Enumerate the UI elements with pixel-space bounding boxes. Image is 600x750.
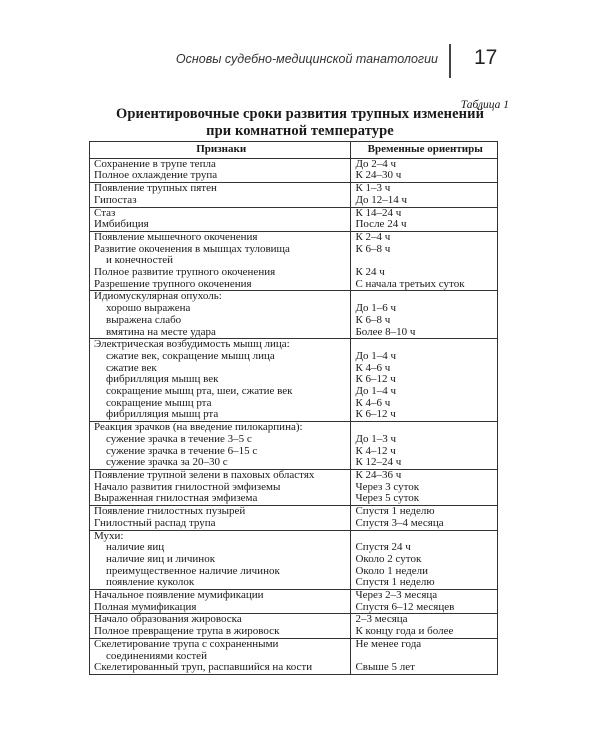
time-cell xyxy=(351,614,498,638)
time-value: К 6–8 ч xyxy=(355,242,391,255)
time-cell xyxy=(351,590,498,614)
signs-cell xyxy=(90,158,351,182)
time-value: До 1–3 ч xyxy=(355,432,397,445)
time-value: До 1–4 ч xyxy=(355,349,397,362)
sign-text: Сохранение в трупе тепла xyxy=(94,157,216,170)
sign-subitem: хорошо выражена xyxy=(106,302,191,315)
time-cell xyxy=(351,422,498,470)
sign-subitem: наличие яиц xyxy=(106,541,165,554)
time-cell xyxy=(351,183,498,207)
time-value: 2–3 месяца xyxy=(355,613,408,626)
sign-text: Скелетированный труп, распавшийся на кости xyxy=(94,661,313,674)
table-group-row xyxy=(90,422,498,470)
signs-cell xyxy=(90,506,351,530)
time-value: К 6–12 ч xyxy=(355,373,396,386)
time-value: К концу года и более xyxy=(355,625,454,638)
time-value: К 4–6 ч xyxy=(355,396,391,409)
sign-text: Стаз xyxy=(94,206,116,219)
table-group-row xyxy=(90,231,498,291)
time-value: Спустя 1 неделю xyxy=(355,576,435,589)
signs-cell xyxy=(90,231,351,291)
table-group-row xyxy=(90,530,498,590)
table-group-row xyxy=(90,638,498,674)
signs-cell xyxy=(90,291,351,339)
time-value: Спустя 6–12 месяцев xyxy=(355,600,455,613)
sign-text: Полное развитие трупного окоченения xyxy=(94,266,276,279)
time-cell xyxy=(351,207,498,231)
time-value: До 1–6 ч xyxy=(355,302,397,315)
time-value: К 6–8 ч xyxy=(355,313,391,326)
time-cell xyxy=(351,530,498,590)
table-title-line-2: при комнатной температуре xyxy=(206,123,394,139)
time-value: До 2–4 ч xyxy=(355,157,397,170)
time-cell xyxy=(351,291,498,339)
time-value: К 4–12 ч xyxy=(355,444,396,457)
sign-text: Появление трупной зелени в паховых областях xyxy=(94,468,315,481)
sign-subitem: сжатие век xyxy=(106,361,157,374)
time-value: Через 5 суток xyxy=(355,492,420,505)
table-group-row xyxy=(90,291,498,339)
sign-text: Скелетирование трупа с сохраненными xyxy=(94,637,279,650)
time-value: Свыше 5 лет xyxy=(355,661,415,674)
column-header-signs: Признаки xyxy=(90,142,351,159)
time-value: После 24 ч xyxy=(355,218,407,231)
sign-text: Полное охлаждение трупа xyxy=(94,169,218,182)
sign-text: Начало образования жировоска xyxy=(94,613,242,626)
sign-subitem: сокращение мышц рта xyxy=(106,396,212,409)
time-value: Около 1 недели xyxy=(355,564,429,577)
signs-cell xyxy=(90,638,351,674)
sign-continuation: и конечностей xyxy=(106,254,174,267)
signs-cell xyxy=(90,530,351,590)
table-group-row xyxy=(90,207,498,231)
time-value: Спустя 3–4 месяца xyxy=(355,516,444,529)
sign-text: Появление мышечного окоченения xyxy=(94,230,258,243)
time-cell xyxy=(351,339,498,422)
running-title: Основы судебно-медицинской танатологии xyxy=(175,52,438,66)
sign-subitem: сужение зрачка в течение 3–5 с xyxy=(106,432,252,445)
sign-text: Электрическая возбудимость мышц лица: xyxy=(94,338,290,351)
time-value: Спустя 1 неделю xyxy=(355,505,435,518)
time-cell xyxy=(351,231,498,291)
sign-text: Начало развития гнилостной эмфиземы xyxy=(94,480,281,493)
sign-subitem: выражена слабо xyxy=(106,313,182,326)
sign-text: Развитие окоченения в мышцах туловища xyxy=(94,242,290,255)
sign-subitem: преимущественное наличие личинок xyxy=(106,564,280,577)
sign-subitem: сужение зрачка за 20–30 с xyxy=(106,456,228,469)
time-cell xyxy=(351,506,498,530)
table-group-row xyxy=(90,469,498,505)
time-value: К 24 ч xyxy=(355,266,385,279)
signs-cell xyxy=(90,590,351,614)
sign-subitem: появление куколок xyxy=(106,576,195,589)
time-value: С начала третьих суток xyxy=(355,277,465,290)
table-header-row xyxy=(90,142,498,159)
time-value: К 24–30 ч xyxy=(355,169,402,182)
sign-text: Имбибиция xyxy=(94,218,149,231)
time-value: До 12–14 ч xyxy=(355,193,408,206)
sign-subitem: сокращение мышц рта, шеи, сжатие век xyxy=(106,385,293,398)
sign-text: Идиомускулярная опухоль: xyxy=(94,290,222,303)
header-divider xyxy=(449,44,451,78)
table-group-row xyxy=(90,339,498,422)
sign-text: Полная мумификация xyxy=(94,600,197,613)
sign-subitem: фибрилляция мышц век xyxy=(106,373,219,386)
table-group-row xyxy=(90,158,498,182)
sign-subitem: вмятина на месте удара xyxy=(106,325,216,338)
time-value: Более 8–10 ч xyxy=(355,325,416,338)
time-value: К 2–4 ч xyxy=(355,230,391,243)
sign-text: Появление трупных пятен xyxy=(94,182,217,195)
time-value: К 1–3 ч xyxy=(355,182,391,195)
sign-continuation: соединениями костей xyxy=(106,649,207,662)
signs-cell xyxy=(90,207,351,231)
time-value: Через 2–3 месяца xyxy=(355,589,438,602)
table-group-row xyxy=(90,506,498,530)
sign-subitem: сужение зрачка в течение 6–15 с xyxy=(106,444,258,457)
sign-text: Гнилостный распад трупа xyxy=(94,516,216,529)
time-value: К 4–6 ч xyxy=(355,361,391,374)
time-cell xyxy=(351,469,498,505)
column-header-time: Временные ориентиры xyxy=(351,142,498,159)
time-value: К 6–12 ч xyxy=(355,408,396,421)
page-header xyxy=(0,44,600,84)
table-title-line-1: Ориентировочные сроки развития трупных изменений xyxy=(115,106,485,122)
table-label: Таблица 1 xyxy=(460,99,509,111)
time-value: Не менее года xyxy=(355,637,422,650)
signs-cell xyxy=(90,422,351,470)
sign-text: Разрешение трупного окоченения xyxy=(94,277,252,290)
table-body xyxy=(90,158,498,674)
signs-cell xyxy=(90,614,351,638)
sign-subitem: наличие яиц и личинок xyxy=(106,552,216,565)
time-value: К 14–24 ч xyxy=(355,206,402,219)
sign-text: Выраженная гнилостная эмфизема xyxy=(94,492,258,505)
table-group-row xyxy=(90,590,498,614)
sign-text: Начальное появление мумификации xyxy=(94,589,264,602)
time-value: До 1–4 ч xyxy=(355,385,397,398)
signs-cell xyxy=(90,339,351,422)
signs-cell xyxy=(90,469,351,505)
time-value: К 12–24 ч xyxy=(355,456,402,469)
sign-subitem: фибрилляция мышц рта xyxy=(106,408,219,421)
time-value: К 24–36 ч xyxy=(355,468,402,481)
sign-text: Гипостаз xyxy=(94,193,137,206)
sign-text: Реакция зрачков (на введение пилокарпина): xyxy=(94,421,303,434)
time-value: Около 2 суток xyxy=(355,552,422,565)
time-value: Спустя 24 ч xyxy=(355,541,411,554)
sign-text: Мухи: xyxy=(94,529,124,542)
table-group-row xyxy=(90,183,498,207)
table-group-row xyxy=(90,614,498,638)
time-cell xyxy=(351,158,498,182)
postmortem-changes-table xyxy=(89,141,498,675)
sign-text: Появление гнилостных пузырей xyxy=(94,505,246,518)
sign-text: Полное превращение трупа в жировоск xyxy=(94,625,280,638)
time-value: Через 3 суток xyxy=(355,480,420,493)
page-number: 17 xyxy=(474,46,498,69)
time-cell xyxy=(351,638,498,674)
signs-cell xyxy=(90,183,351,207)
sign-subitem: сжатие век, сокращение мышц лица xyxy=(106,349,275,362)
